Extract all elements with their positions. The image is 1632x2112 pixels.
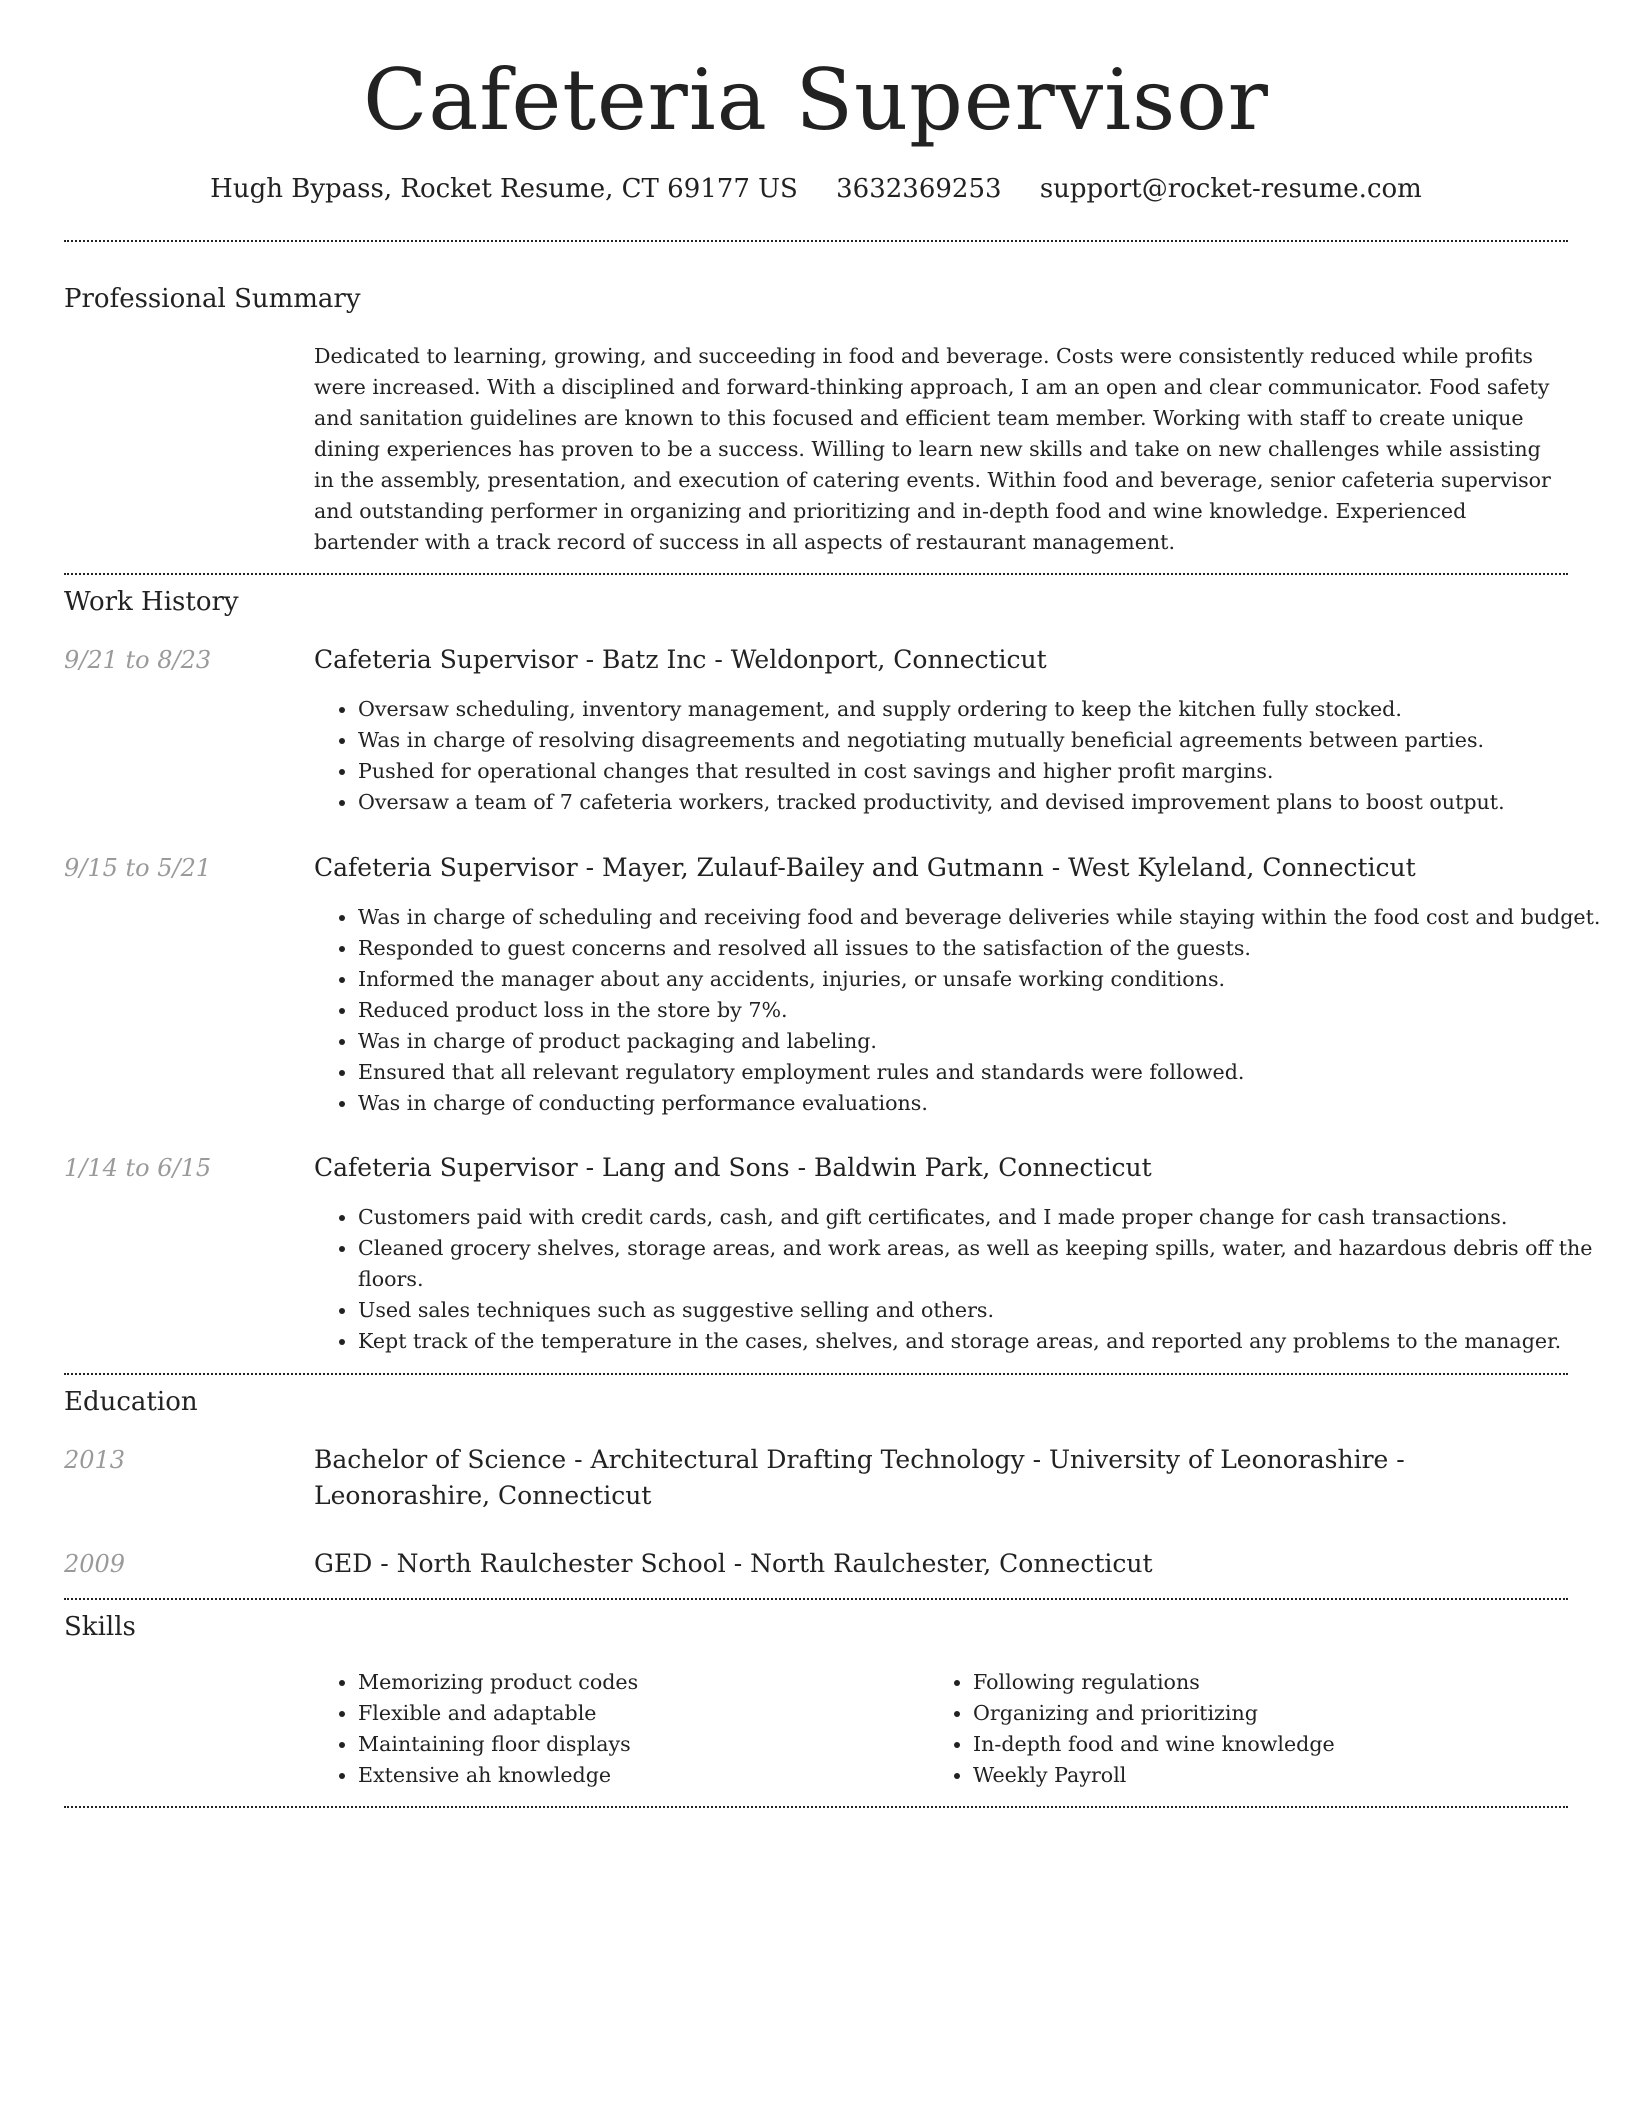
education-degree: Bachelor of Science - Architectural Drafting Technology bbox=[314, 1445, 1025, 1474]
section-divider bbox=[64, 573, 1568, 575]
job-bullet: • Reduced product loss in the store by 7%. bbox=[358, 995, 1608, 1026]
section-divider bbox=[64, 240, 1568, 242]
job-dates: 9/21 to 8/23 bbox=[64, 646, 212, 674]
skill-item: • Following regulations bbox=[973, 1667, 1632, 1698]
education-year: 2013 bbox=[64, 1446, 126, 1474]
job-bullet: • Informed the manager about any accidents, injuries, or unsafe working conditions. bbox=[358, 964, 1608, 995]
contact-phone: 3632369253 bbox=[836, 174, 1002, 204]
section-divider bbox=[64, 1598, 1568, 1600]
job-bullet: • Was in charge of scheduling and receiving food and beverage deliveries while staying within the food cost and budget. bbox=[358, 902, 1608, 933]
job-title bbox=[314, 1150, 1564, 1186]
job-title bbox=[314, 850, 1564, 886]
education-year: 2009 bbox=[64, 1550, 126, 1578]
job-bullet: • Was in charge of product packaging and labeling. bbox=[358, 1026, 1608, 1057]
section-divider bbox=[64, 1373, 1568, 1375]
job-role: Cafeteria Supervisor bbox=[314, 1153, 578, 1182]
job-role: Cafeteria Supervisor bbox=[314, 645, 578, 674]
job-dates: 1/14 to 6/15 bbox=[64, 1154, 212, 1182]
candidate-name: Cafeteria Supervisor bbox=[363, 51, 1269, 149]
work-history-heading: Work History bbox=[64, 587, 239, 617]
skill-item: • Maintaining floor displays bbox=[358, 1729, 1608, 1760]
job-bullet: • Was in charge of conducting performance evaluations. bbox=[358, 1088, 1608, 1119]
job-bullets bbox=[314, 902, 1608, 1119]
job-bullet: • Cleaned grocery shelves, storage areas, and work areas, as well as keeping spills, water, and hazardous debris off the floors. bbox=[358, 1233, 1608, 1295]
skill-item: • Memorizing product codes bbox=[358, 1667, 1608, 1698]
skill-item: • Weekly Payroll bbox=[973, 1760, 1632, 1791]
job-title bbox=[314, 642, 1564, 678]
education-degree: GED bbox=[314, 1549, 373, 1578]
contact-email: support@rocket-resume.com bbox=[1039, 174, 1422, 204]
summary-text: Dedicated to learning, growing, and succeeding in food and beverage. Costs were consistently reduced while profits were increased. With a disciplined and forward-thinking approach, I am an open and clear communicator. Food safety and sanitation guidelines are known to this focused and efficient team member. Working with staff to create unique dining experiences has proven to be a success. Willing to learn new skills and take on new challenges while assisting in the assembly, presentation, and execution of catering events. Within food and beverage, senior cafeteria supervisor and outstanding performer in organizing and prioritizing and in-depth food and wine knowledge. Experienced bartender with a track record of success in all aspects of restaurant management. bbox=[314, 344, 1551, 554]
job-dates: 9/15 to 5/21 bbox=[64, 854, 212, 882]
summary-heading: Professional Summary bbox=[64, 284, 361, 314]
skills-heading: Skills bbox=[64, 1612, 136, 1642]
education-title bbox=[314, 1442, 1564, 1514]
education-heading: Education bbox=[64, 1387, 198, 1417]
job-bullets bbox=[314, 1202, 1608, 1357]
contact-line bbox=[0, 172, 1632, 206]
section-divider bbox=[64, 1806, 1568, 1808]
skills-list-right bbox=[929, 1667, 1632, 1791]
job-bullets bbox=[314, 694, 1608, 818]
contact-address: Hugh Bypass, Rocket Resume, CT 69177 US bbox=[210, 174, 798, 204]
education-title bbox=[314, 1546, 1564, 1582]
skill-item: • In-depth food and wine knowledge bbox=[973, 1729, 1632, 1760]
job-bullet: • Pushed for operational changes that resulted in cost savings and higher profit margins. bbox=[358, 756, 1608, 787]
job-employer: - Batz Inc - Weldonport, Connecticut bbox=[577, 645, 1047, 674]
job-bullet: • Responded to guest concerns and resolved all issues to the satisfaction of the guests. bbox=[358, 933, 1608, 964]
skill-item: • Organizing and prioritizing bbox=[973, 1698, 1632, 1729]
job-employer: - Lang and Sons - Baldwin Park, Connecticut bbox=[577, 1153, 1152, 1182]
job-bullet: • Used sales techniques such as suggestive selling and others. bbox=[358, 1295, 1608, 1326]
job-bullet: • Oversaw a team of 7 cafeteria workers, tracked productivity, and devised improvement plans to boost output. bbox=[358, 787, 1608, 818]
education-school: - North Raulchester School - North Raulchester, Connecticut bbox=[372, 1549, 1153, 1578]
job-employer: - Mayer, Zulauf-Bailey and Gutmann - West Kyleland, Connecticut bbox=[577, 853, 1416, 882]
job-role: Cafeteria Supervisor bbox=[314, 853, 578, 882]
job-bullet: • Oversaw scheduling, inventory management, and supply ordering to keep the kitchen fully stocked. bbox=[358, 694, 1608, 725]
education-school: - University of Leonorashire - Leonorashire, Connecticut bbox=[314, 1445, 1405, 1510]
job-bullet: • Kept track of the temperature in the cases, shelves, and storage areas, and reported any problems to the manager. bbox=[358, 1326, 1608, 1357]
job-bullet: • Customers paid with credit cards, cash, and gift certificates, and I made proper change for cash transactions. bbox=[358, 1202, 1608, 1233]
skill-item: • Extensive ah knowledge bbox=[358, 1760, 1608, 1791]
skill-item: • Flexible and adaptable bbox=[358, 1698, 1608, 1729]
job-bullet: • Was in charge of resolving disagreements and negotiating mutually beneficial agreements between parties. bbox=[358, 725, 1608, 756]
job-bullet: • Ensured that all relevant regulatory employment rules and standards were followed. bbox=[358, 1057, 1608, 1088]
